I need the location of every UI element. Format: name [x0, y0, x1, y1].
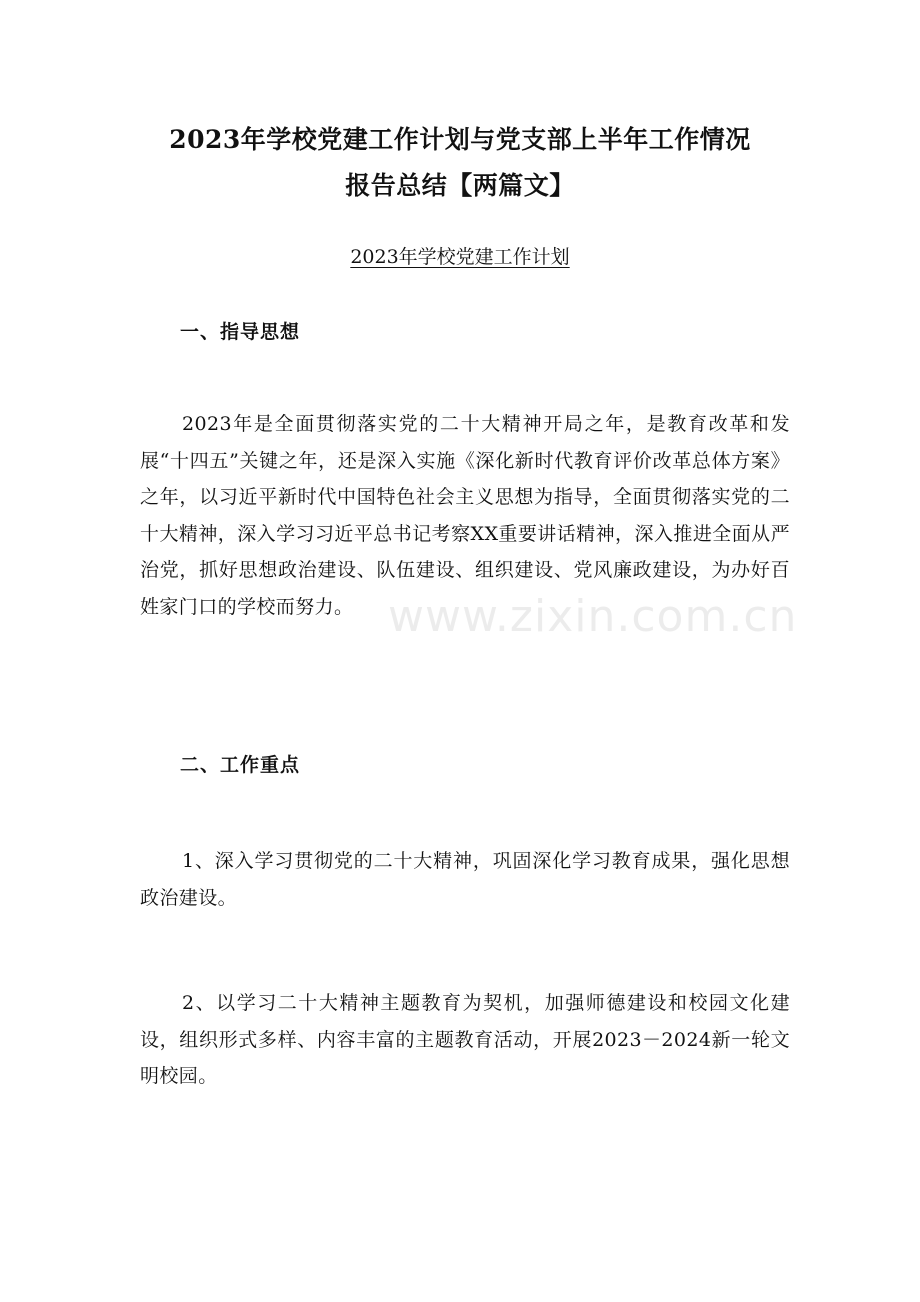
heading-guiding-ideology: 一、指导思想 — [180, 321, 301, 343]
document-title-line-1: 2023年学校党建工作计划与党支部上半年工作情况 — [169, 125, 751, 154]
paragraph-guiding-ideology: 2023年是全面贯彻落实党的二十大精神开局之年，是教育改革和发展“十四五”关键之年，还是深入实施《深化新时代教育评价改革总体方案》之年，以习近平新时代中国特色社会主义思想为指导，全面贯彻落实党的二十大精神，深入学习习近平总书记考察XX重要讲话精神，深入推进全面从严治党，抓好思想政治建设、队伍建设、组织建设、党风廉政建设，为办好百姓家门口的学校而努力。 — [140, 413, 790, 618]
heading-work-focus: 二、工作重点 — [180, 754, 301, 776]
work-item-2: 2、以学习二十大精神主题教育为契机，加强师德建设和校园文化建设，组织形式多样、内容丰富的主题教育活动，开展2023－2024新一轮文明校园。 — [140, 992, 790, 1087]
document-title-line-2: 报告总结【两篇文】 — [345, 171, 575, 200]
watermark: www.zixin.com.cn — [388, 591, 798, 642]
work-item-1: 1、深入学习贯彻党的二十大精神，巩固深化学习教育成果，强化思想政治建设。 — [140, 850, 790, 909]
section-title: 2023年学校党建工作计划 — [350, 246, 570, 268]
